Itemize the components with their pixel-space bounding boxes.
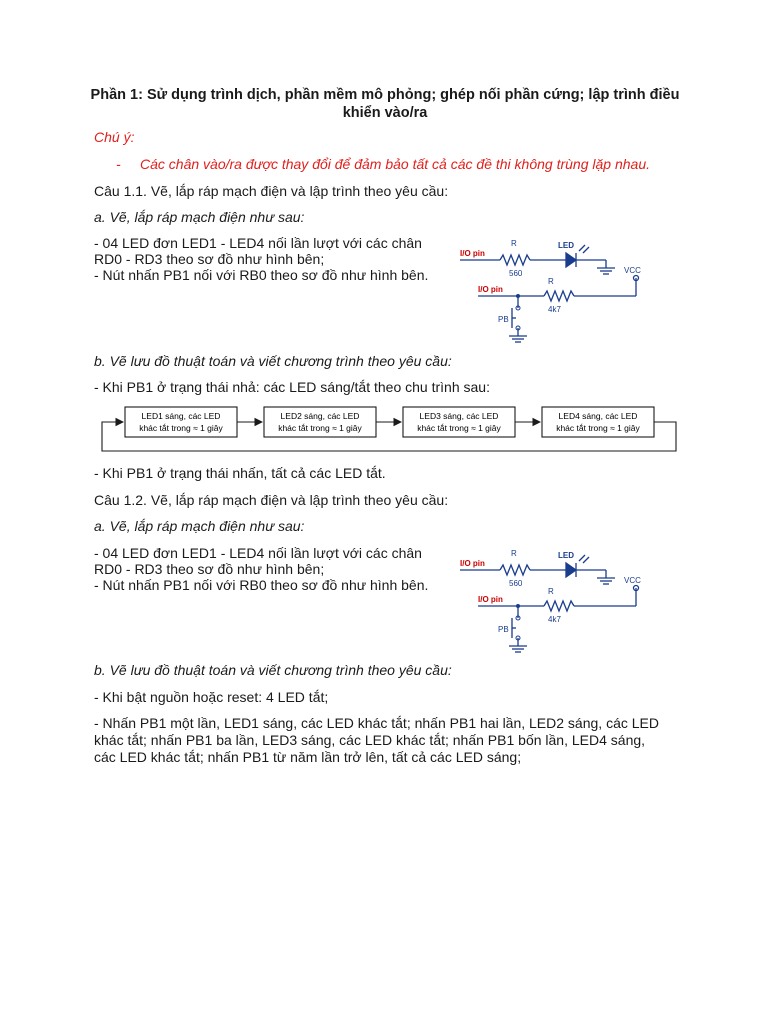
resistor-value: 4k7 — [548, 615, 561, 624]
io-pin-label: I/O pin — [478, 285, 503, 294]
q2-line-3: - Nút nhấn PB1 nối với RB0 theo sơ đồ như hình bên. — [94, 577, 429, 593]
q2-press-line-1: - Nhấn PB1 một lần, LED1 sáng, các LED khác tắt; nhấn PB1 hai lần, LED2 sáng, các LED — [94, 715, 659, 731]
flow-box-4-line1: LED4 sáng, các LED — [558, 411, 638, 421]
q2-line-2: RD0 - RD3 theo sơ đồ như hình bên; — [94, 561, 325, 577]
q2-part-b: b. Vẽ lưu đồ thuật toán và viết chương trình theo yêu cầu: — [94, 662, 452, 678]
page-title: Phần 1: Sử dụng trình dịch, phần mềm mô phỏng; ghép nối phần cứng; lập trình điều khiển vào/ra — [90, 87, 680, 121]
q1-heading: Câu 1.1. Vẽ, lắp ráp mạch điện và lập trình theo yêu cầu: — [94, 183, 449, 199]
pb-label: PB — [498, 315, 509, 324]
led-cycle-flowchart — [98, 402, 680, 454]
q2-press-line-3: các LED khác tắt; nhấn PB1 từ năm lần trở lên, tất cả các LED sáng; — [94, 749, 522, 765]
flow-box-3-line1: LED3 sáng, các LED — [419, 411, 499, 421]
led-label: LED — [558, 551, 574, 560]
io-pin-label: I/O pin — [478, 595, 503, 604]
vcc-label: VCC — [624, 576, 641, 585]
q1-line-1: - 04 LED đơn LED1 - LED4 nối lần lượt với các chân — [94, 235, 422, 251]
resistor-label: R — [548, 587, 554, 596]
flow-box-2-line1: LED2 sáng, các LED — [280, 411, 360, 421]
note-dash: - — [116, 156, 121, 172]
q2-heading: Câu 1.2. Vẽ, lắp ráp mạch điện và lập trình theo yêu cầu: — [94, 492, 449, 508]
resistor-label: R — [548, 277, 554, 286]
flow-box-2-line2: khác tắt trong ≈ 1 giây — [278, 423, 362, 433]
q2-reset-text: - Khi bật nguồn hoặc reset: 4 LED tắt; — [94, 689, 329, 705]
flow-box-3-line2: khác tắt trong ≈ 1 giây — [417, 423, 501, 433]
pb-label: PB — [498, 625, 509, 634]
note-label: Chú ý: — [94, 129, 135, 145]
flow-box-1-line1: LED1 sáng, các LED — [141, 411, 221, 421]
flow-box-1-line2: khác tắt trong ≈ 1 giây — [139, 423, 223, 433]
q1-part-b: b. Vẽ lưu đồ thuật toán và viết chương trình theo yêu cầu: — [94, 353, 452, 369]
circuit-diagram-1 — [448, 236, 658, 354]
q2-press-line-2: khác tắt; nhấn PB1 ba lần, LED3 sáng, các LED khác tắt; nhấn PB1 bốn lần, LED4 sáng, — [94, 732, 646, 748]
q2-part-a: a. Vẽ, lắp ráp mạch điện như sau: — [94, 518, 305, 534]
io-pin-label: I/O pin — [460, 559, 485, 568]
resistor-value: 560 — [509, 269, 523, 278]
q1-part-a: a. Vẽ, lắp ráp mạch điện như sau: — [94, 209, 305, 225]
vcc-label: VCC — [624, 266, 641, 275]
resistor-value: 560 — [509, 579, 523, 588]
resistor-label: R — [511, 239, 517, 248]
note-bullet: Các chân vào/ra được thay đổi để đảm bảo tất cả các đề thi không trùng lặp nhau. — [140, 156, 650, 172]
q1-idle-text: - Khi PB1 ở trạng thái nhả: các LED sáng/tắt theo chu trình sau: — [94, 379, 490, 395]
circuit-diagram-2 — [448, 546, 658, 664]
q2-line-1: - 04 LED đơn LED1 - LED4 nối lần lượt với các chân — [94, 545, 422, 561]
flow-box-4-line2: khác tắt trong ≈ 1 giây — [556, 423, 640, 433]
resistor-value: 4k7 — [548, 305, 561, 314]
io-pin-label: I/O pin — [460, 249, 485, 258]
q1-pressed-text: - Khi PB1 ở trạng thái nhấn, tất cả các LED tắt. — [94, 465, 386, 481]
q1-line-3: - Nút nhấn PB1 nối với RB0 theo sơ đồ như hình bên. — [94, 267, 429, 283]
q1-line-2: RD0 - RD3 theo sơ đồ như hình bên; — [94, 251, 325, 267]
resistor-label: R — [511, 549, 517, 558]
led-label: LED — [558, 241, 574, 250]
